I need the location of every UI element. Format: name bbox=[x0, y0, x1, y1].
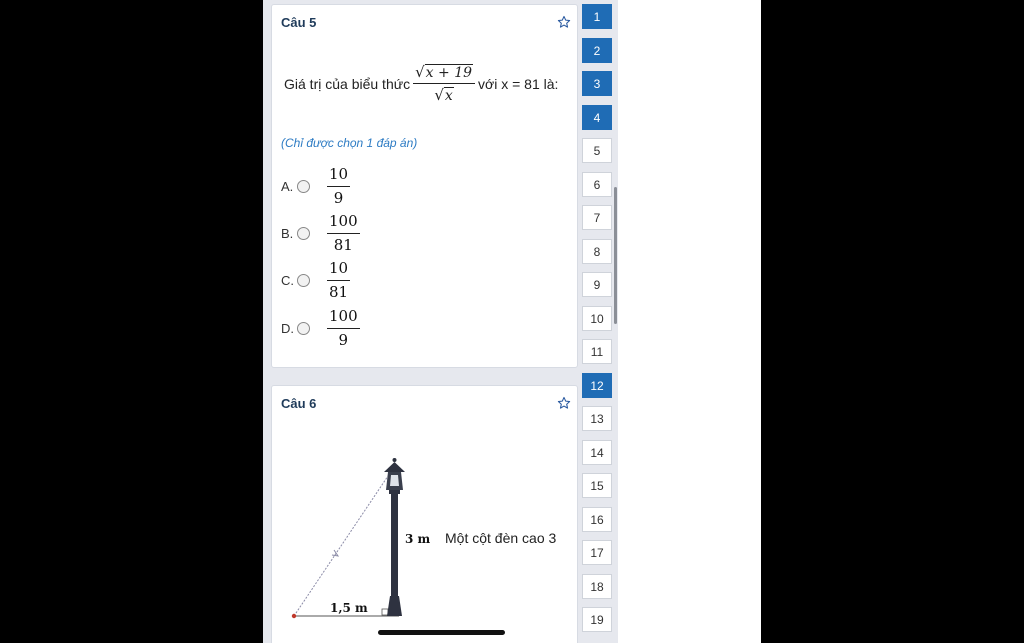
option-a[interactable] bbox=[281, 165, 353, 207]
nav-item-4[interactable]: 4 bbox=[582, 105, 612, 130]
nav-item-7[interactable]: 7 bbox=[582, 205, 612, 230]
nav-item-10[interactable]: 10 bbox=[582, 306, 612, 331]
nav-item-14[interactable]: 14 bbox=[582, 440, 612, 465]
option-letter: C. bbox=[281, 272, 294, 288]
option-d-radio[interactable] bbox=[297, 322, 310, 335]
option-numerator: 100 bbox=[327, 212, 360, 234]
question-title: Câu 6 bbox=[281, 396, 317, 411]
nav-item-6[interactable]: 6 bbox=[582, 172, 612, 197]
nav-item-18[interactable]: 18 bbox=[582, 574, 612, 599]
option-d[interactable] bbox=[281, 307, 363, 349]
option-c[interactable] bbox=[281, 259, 353, 301]
nav-item-3[interactable]: 3 bbox=[582, 71, 612, 96]
nav-item-11[interactable]: 11 bbox=[582, 339, 612, 364]
question-card-5 bbox=[271, 4, 578, 368]
option-letter: D. bbox=[281, 320, 294, 336]
nav-item-15[interactable]: 15 bbox=[582, 473, 612, 498]
option-denominator: 9 bbox=[333, 189, 344, 207]
answer-hint: (Chỉ được chọn 1 đáp án) bbox=[281, 136, 418, 150]
base-label: 1,5 m bbox=[330, 601, 368, 615]
question-card-6 bbox=[271, 385, 578, 643]
option-letter: B. bbox=[281, 225, 294, 241]
nav-item-17[interactable]: 17 bbox=[582, 540, 612, 565]
expression-fraction bbox=[413, 63, 475, 104]
option-fraction bbox=[327, 165, 350, 207]
lamp-post-illustration bbox=[284, 450, 434, 625]
star-icon[interactable] bbox=[557, 15, 571, 29]
option-fraction bbox=[327, 259, 350, 301]
expression-denominator: √ x bbox=[434, 86, 453, 104]
option-b-radio[interactable] bbox=[297, 227, 310, 240]
nav-item-13[interactable]: 13 bbox=[582, 406, 612, 431]
nav-panel-background bbox=[618, 0, 761, 643]
option-numerator: 100 bbox=[327, 307, 360, 329]
nav-item-9[interactable]: 9 bbox=[582, 272, 612, 297]
nav-item-8[interactable]: 8 bbox=[582, 239, 612, 264]
question-text bbox=[284, 63, 558, 104]
quiz-page bbox=[263, 0, 761, 643]
expression-numerator: √ x + 19 bbox=[413, 63, 475, 84]
option-numerator: 10 bbox=[327, 259, 350, 281]
height-label: 3 m bbox=[405, 532, 431, 546]
home-indicator[interactable] bbox=[378, 630, 505, 635]
option-denominator: 81 bbox=[333, 236, 353, 254]
option-fraction bbox=[327, 212, 360, 254]
denominator-radicand: x bbox=[444, 88, 453, 104]
question-text-before: Giá trị của biểu thức bbox=[284, 75, 411, 92]
question-text: Một cột đèn cao 3 bbox=[445, 530, 557, 546]
option-b[interactable] bbox=[281, 212, 363, 254]
option-c-radio[interactable] bbox=[297, 274, 310, 287]
star-icon[interactable] bbox=[557, 396, 571, 410]
nav-item-1[interactable]: 1 bbox=[582, 4, 612, 29]
nav-item-12[interactable]: 12 bbox=[582, 373, 612, 398]
nav-item-16[interactable]: 16 bbox=[582, 507, 612, 532]
nav-item-5[interactable]: 5 bbox=[582, 138, 612, 163]
question-text-after: với x = 81 là: bbox=[478, 75, 559, 92]
option-letter: A. bbox=[281, 178, 294, 194]
scrollbar[interactable] bbox=[614, 187, 617, 324]
nav-item-19[interactable]: 19 bbox=[582, 607, 612, 632]
question-title: Câu 5 bbox=[281, 15, 317, 30]
nav-item-2[interactable]: 2 bbox=[582, 38, 612, 63]
numerator-radicand: x + 19 bbox=[425, 65, 473, 81]
option-fraction bbox=[327, 307, 360, 349]
option-denominator: 9 bbox=[338, 331, 349, 349]
option-denominator: 81 bbox=[329, 283, 349, 301]
option-numerator: 10 bbox=[327, 165, 350, 187]
option-a-radio[interactable] bbox=[297, 180, 310, 193]
